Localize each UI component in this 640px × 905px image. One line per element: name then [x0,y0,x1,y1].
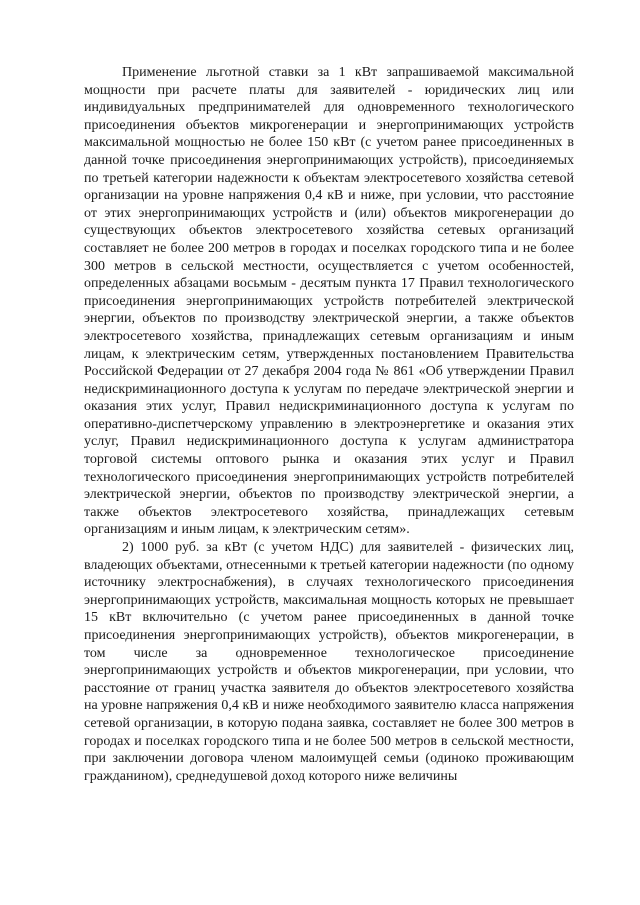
paragraph-lgotnaya-stavka: Применение льготной ставки за 1 кВт запрашиваемой максимальной мощности при расчете платы для заявителей - юридических лиц или индивидуальных предпринимателей для одновременного технологического присоединения объектов микрогенерации и энергопринимающих устройств максимальной мощностью не более 150 кВт (с учетом ранее присоединенных в данной точке присоединения энергопринимающих устройств), присоединяемых по третьей категории надежности к объектам электросетевого хозяйства сетевой организации на уровне напряжения 0,4 кВ и ниже, при условии, что расстояние от этих энергопринимающих устройств и (или) объектов микрогенерации до существующих объектов электросетевого хозяйства сетевых организаций составляет не более 200 метров в городах и поселках городского типа и не более 300 метров в сельской местности, осуществляется с учетом особенностей, определенных абзацами восьмым - десятым пункта 17 Правил технологического присоединения энергопринимающих устройств потребителей электрической энергии, объектов по производству электрической энергии, а также объектов электросетевого хозяйства, принадлежащих сетевым организациям и иным лицам, к электрическим сетям, утвержденных постановлением Правительства Российской Федерации от 27 декабря 2004 года № 861 «Об утверждении Правил недискриминационного доступа к услугам по передаче электрической энергии и оказания этих услуг, Правил недискриминационного доступа к услугам по оперативно-диспетчерскому управлению в электроэнергетике и оказания этих услуг, Правил недискриминационного доступа к услугам администратора торговой системы оптового рынка и оказания этих услуг и Правил технологического присоединения энергопринимающих устройств потребителей электрической энергии, объектов по производству электрической энергии, а также объектов электросетевого хозяйства, принадлежащих сетевым организациям и иным лицам, к электрическим сетям». [84,65,574,538]
document-body [84,64,574,785]
paragraph-item-2: 2) 1000 руб. за кВт (с учетом НДС) для заявителей - физических лиц, владеющих объектами, отнесенными к третьей категории надежности (по одному источнику электроснабжения), в случаях технологического присоединения энергопринимающих устройств, максимальная мощность которых не превышает 15 кВт включительно (с учетом ранее присоединенных в данной точке присоединения энергопринимающих устройств), объектов микрогенерации, в том числе за одновременное технологическое присоединение энергопринимающих устройств и объектов микрогенерации, при условии, что расстояние от границ участка заявителя до объектов электросетевого хозяйства на уровне напряжения 0,4 кВ и ниже необходимого заявителю класса напряжения сетевой организации, в которую подана заявка, составляет не более 300 метров в городах и поселках городского типа и не более 500 метров в сельской местности, при заключении договора членом малоимущей семьи (одиноко проживающим гражданином), среднедушевой доход которого ниже величины [84,540,574,784]
